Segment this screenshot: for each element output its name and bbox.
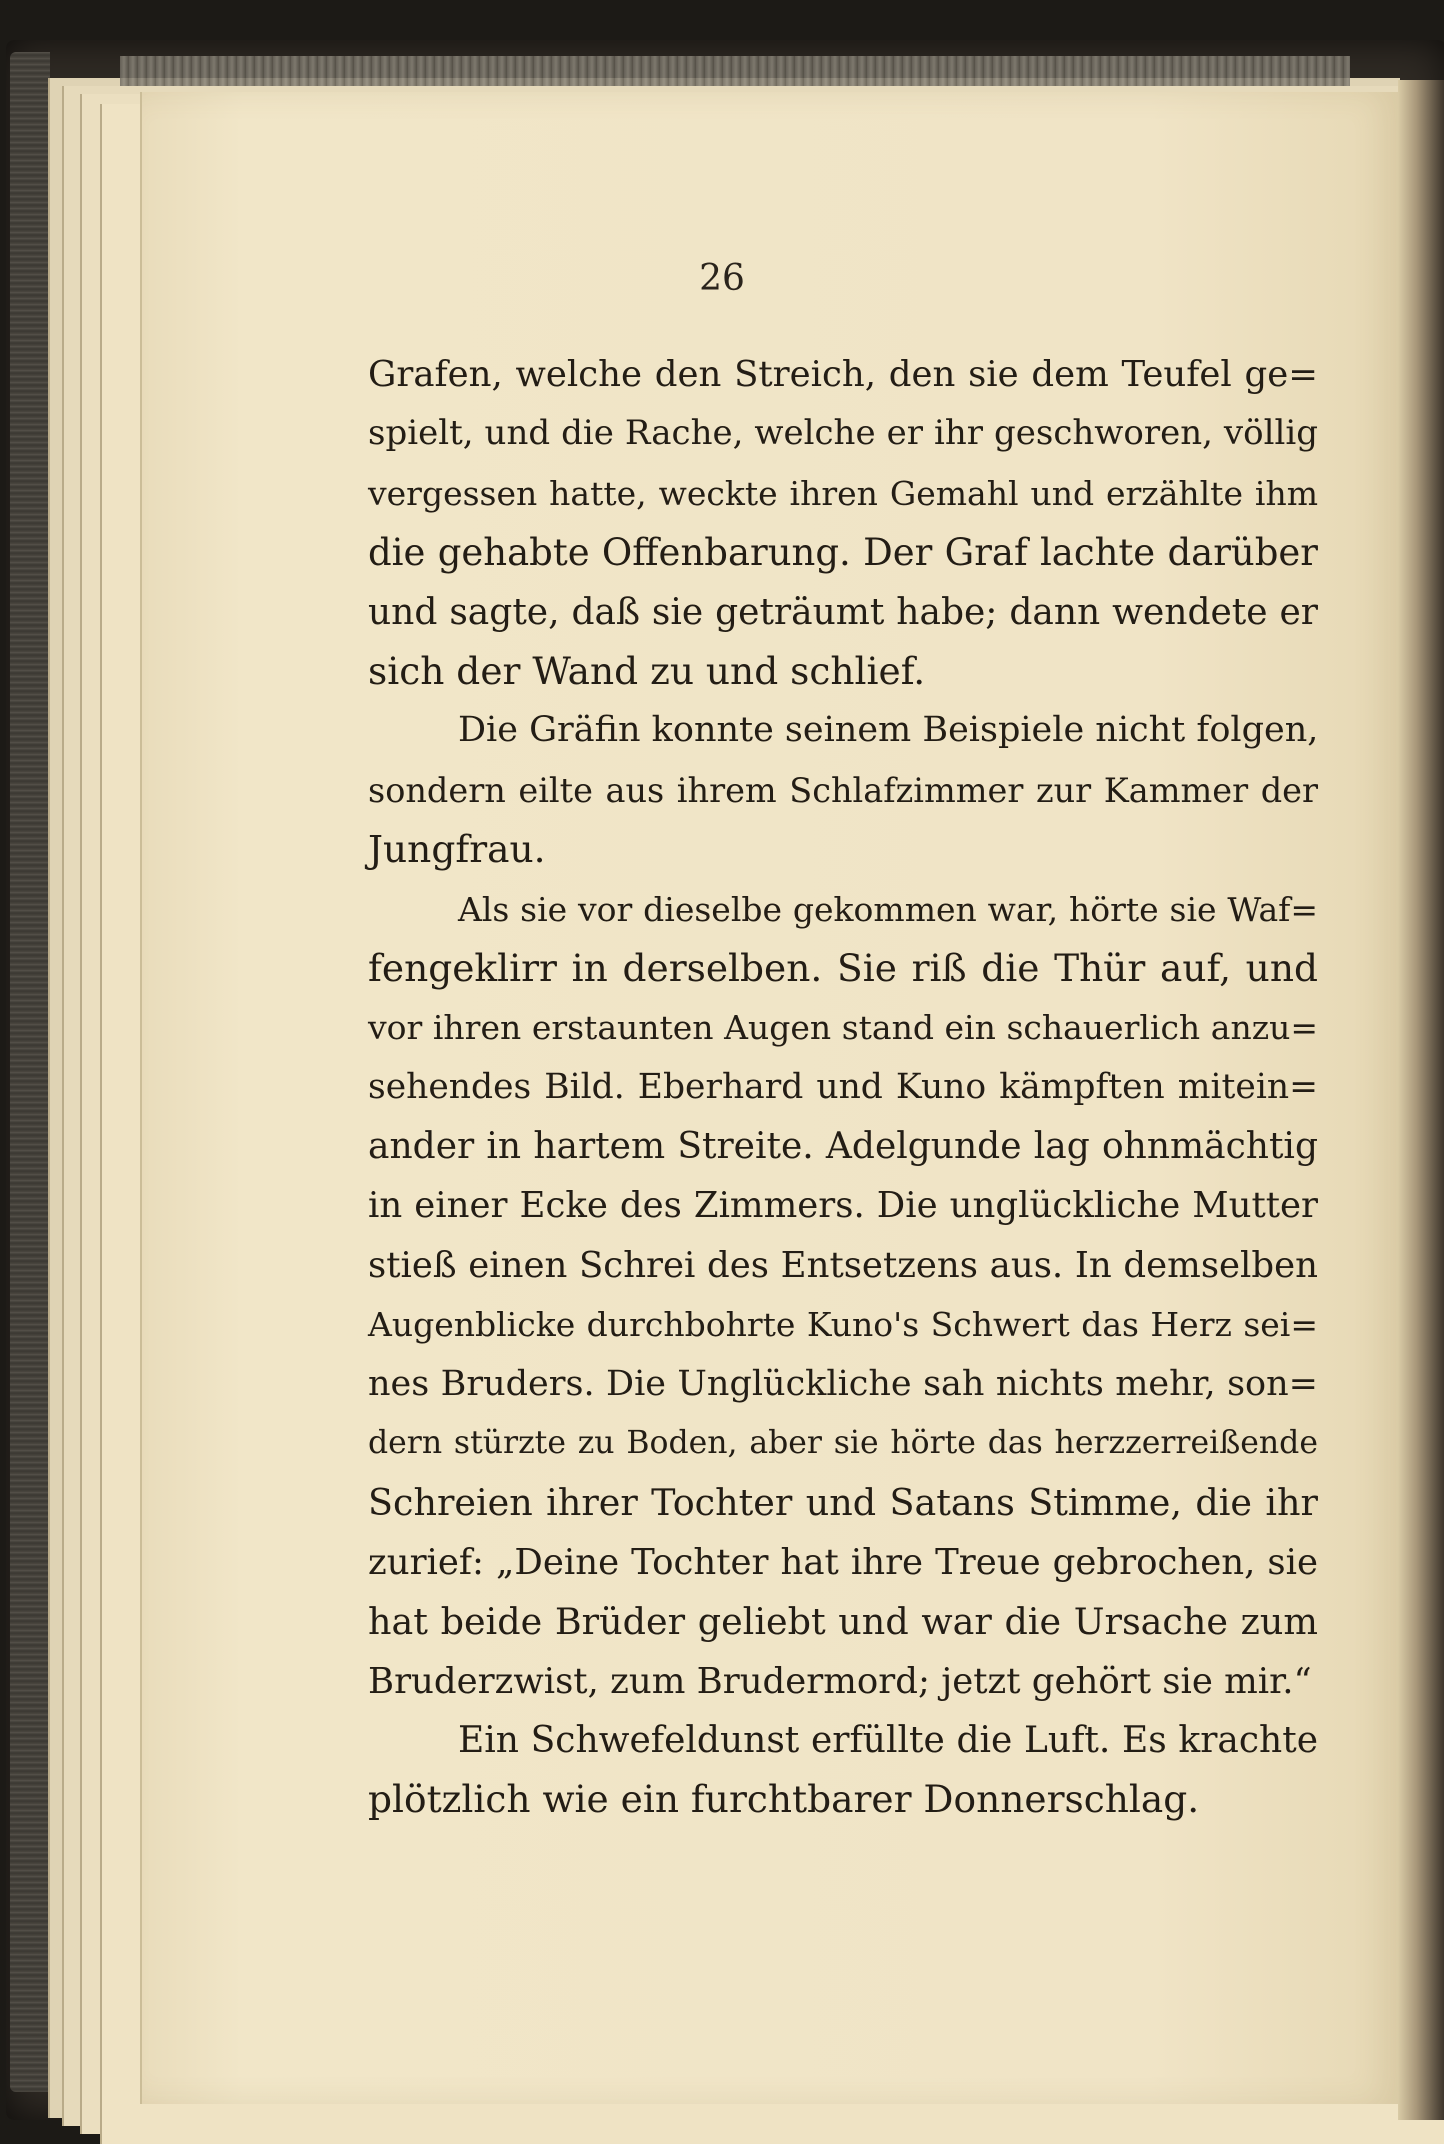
text-line: ander in hartem Streite. Adelgunde lag ohnmächtig — [368, 1126, 1318, 1168]
text-line: sehendes Bild. Eberhard und Kuno kämpften mitein= — [368, 1066, 1318, 1107]
text-line: Als sie vor dieselbe gekommen war, hörte sie Waf= — [458, 889, 1318, 929]
page-number: 26 — [699, 258, 745, 299]
text-line: zurief: „Deine Tochter hat ihre Treue gebrochen, sie — [368, 1541, 1318, 1583]
text-line: Jungfrau. — [368, 827, 546, 872]
text-line: Ein Schwefeldunst erfüllte die Luft. Es krachte — [458, 1719, 1318, 1761]
text-line: vergessen hatte, weckte ihren Gemahl und erzählte ihm — [368, 473, 1318, 513]
text-line: Augenblicke durchbohrte Kuno's Schwert das Herz sei= — [368, 1305, 1318, 1345]
text-line: sich der Wand zu und schlief. — [368, 648, 926, 693]
text-line: nes Bruders. Die Unglückliche sah nichts mehr, son= — [368, 1363, 1318, 1404]
text-line: dern stürzte zu Boden, aber sie hörte das herzzerreißende — [368, 1425, 1318, 1462]
text-line: in einer Ecke des Zimmers. Die unglückliche Mutter — [368, 1185, 1318, 1227]
text-line: sondern eilte aus ihrem Schlafzimmer zur Kammer der — [368, 770, 1318, 810]
text-line: plötzlich wie ein furchtbarer Donnerschlag. — [368, 1777, 1200, 1822]
text-line: Schreien ihrer Tochter und Satans Stimme, die ihr — [368, 1481, 1318, 1525]
book-gutter — [1398, 80, 1444, 2120]
text-line: die gehabte Offenbarung. Der Graf lachte darüber — [368, 531, 1318, 575]
text-line: fengeklirr in derselben. Sie riß die Thür auf, und — [368, 945, 1318, 990]
text-line: Bruderzwist, zum Brudermord; jetzt gehört sie mir.“ — [368, 1660, 1312, 1702]
body-text — [368, 345, 1318, 1830]
page-top-edge — [120, 56, 1350, 86]
text-line: stieß einen Schrei des Entsetzens aus. In demselben — [368, 1244, 1318, 1286]
text-line: Grafen, welche den Streich, den sie dem Teufel ge= — [368, 354, 1318, 395]
cover-spine-edge — [10, 52, 50, 2092]
text-line: hat beide Brüder geliebt und war die Ursache zum — [368, 1600, 1318, 1644]
text-line: spielt, und die Rache, welche er ihr geschworen, völlig — [368, 413, 1318, 454]
text-line: und sagte, daß sie geträumt habe; dann wendete er — [368, 591, 1318, 633]
text-line: Die Gräfin konnte seinem Beispiele nicht folgen, — [458, 710, 1319, 751]
text-line: vor ihren erstaunten Augen stand ein schauerlich anzu= — [368, 1008, 1318, 1048]
